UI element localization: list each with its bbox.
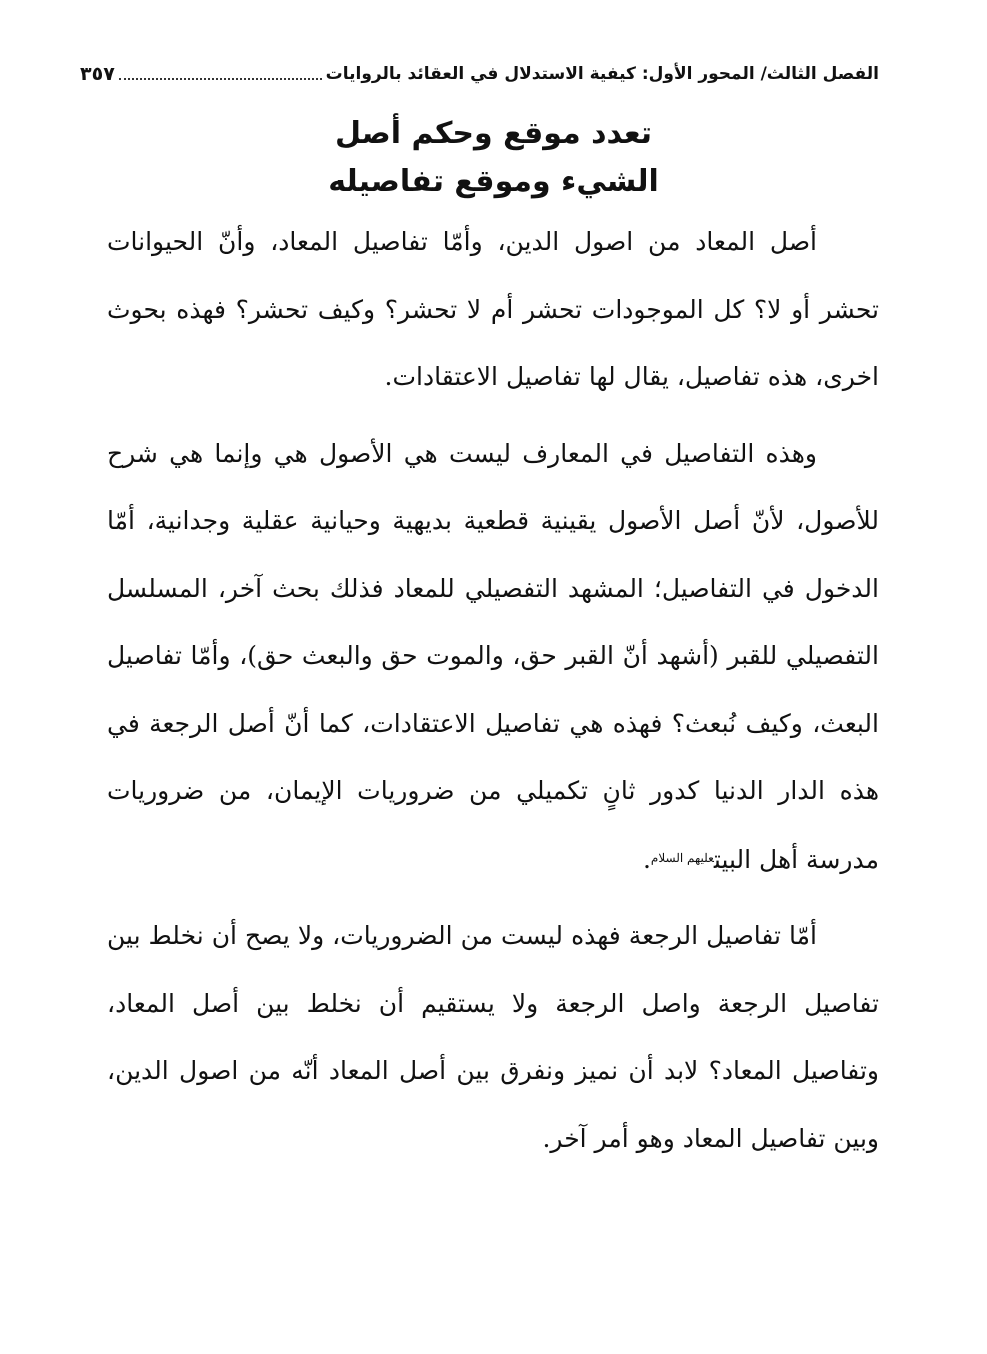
section-title-line-2: الشيء وموقع تفاصيله: [328, 164, 659, 199]
paragraph-3-text: أمّا تفاصيل الرجعة فهذه ليست من الضروريات، ولا يصح أن نخلط بين تفاصيل الرجعة واصل الرجعة ولا يستقيم أن نخلط بين أصل المعاد، وتفاصيل المعاد؟ لابد أن نميز ونفرق بين أصل المعاد أنّه من اصول الدين، وبين تفاصيل المعاد وهو أمر آخر.: [107, 921, 879, 1153]
paragraph-2-end: .: [642, 844, 651, 874]
body-text: [107, 208, 879, 1172]
paragraph-2-text: وهذه التفاصيل في المعارف ليست هي الأصول هي وإنما هي شرح للأصول، لأنّ أصل الأصول يقينية قطعية بديهية وحيانية عقلية وجدانية، أمّا الدخول في التفاصيل؛ المشهد التفصيلي للمعاد فذلك بحث آخر، المسلسل التفصيلي للقبر (أشهد أنّ القبر حق، والموت حق والبعث حق)، وأمّا تفاصيل البعث، وكيف نُبعث؟ فهذه هي تفاصيل الاعتقادات، كما أنّ أصل الرجعة في هذه الدار الدنيا كدور ثانٍ تكميلي من ضروريات الإيمان، من ضروريات مدرسة أهل البيت: [107, 438, 879, 874]
paragraph-2: [107, 420, 879, 894]
page-number: ٣٥٧: [80, 63, 115, 85]
section-title-line-1: تعدد موقع وحكم أصل: [334, 116, 653, 151]
running-header: [80, 52, 879, 86]
section-title: [0, 110, 987, 206]
paragraph-3: [107, 902, 879, 1172]
dot-leader: [119, 77, 322, 80]
paragraph-1-text: أصل المعاد من اصول الدين، وأمّا تفاصيل المعاد، وأنّ الحيوانات تحشر أو لا؟ كل الموجودات تحشر أم لا تحشر؟ وكيف تحشر؟ فهذه بحوث اخرى، هذه تفاصيل، يقال لها تفاصيل الاعتقادات.: [107, 227, 879, 391]
header-title: الفصل الثالث/ المحور الأول: كيفية الاستدلال في العقائد بالروايات: [325, 64, 879, 84]
honorific-mark: عليهم السلام: [650, 850, 714, 865]
paragraph-1: [107, 208, 879, 411]
